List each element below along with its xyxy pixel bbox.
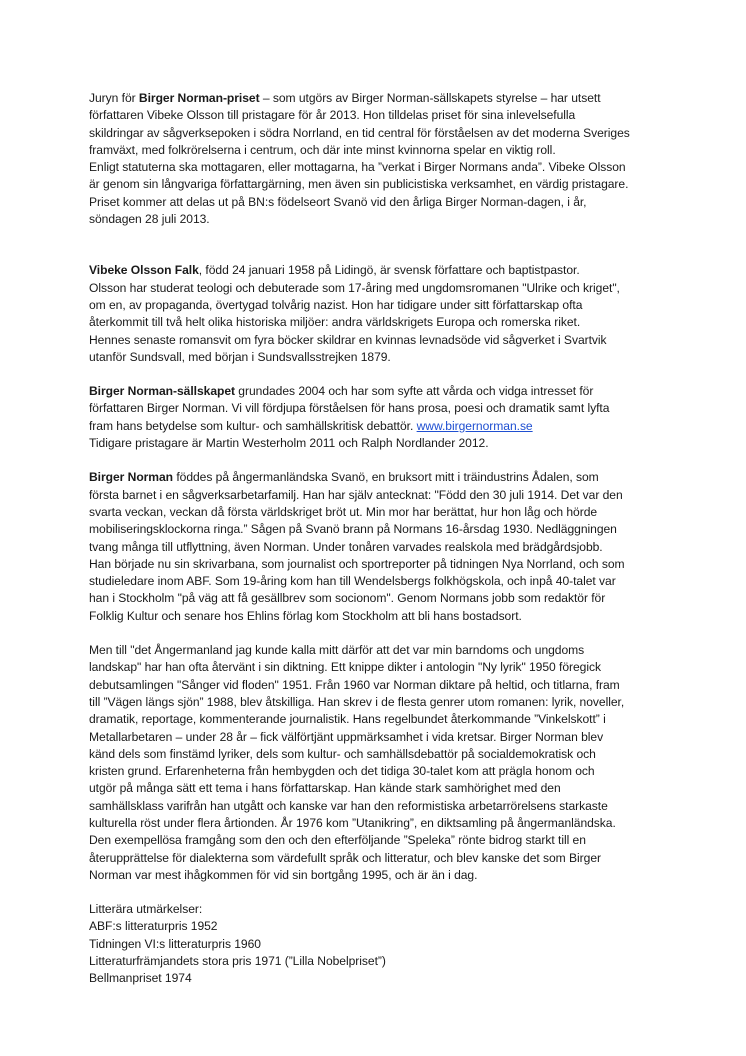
line-text: Olsson har studerat teologi och debuterade som 17-åring med ungdomsromanen "Ulrike och kriget", (89, 280, 620, 295)
awards-line (89, 970, 686, 987)
paragraph-prize-announcement (89, 90, 686, 228)
spacer (89, 884, 686, 901)
bold-name: Birger Norman-priset (138, 91, 260, 105)
line-text: återkommit till två helt olika historiska miljöer: andra världskrigets Europa och romerska riket. (89, 315, 581, 330)
norman-line (89, 590, 686, 607)
line-text: Tidningen VI:s litteraturpris 1960 (89, 936, 261, 951)
line-text: , född 24 januari 1958 på Lidingö, är svensk författare och baptistpastor. (198, 263, 580, 278)
prize-line (89, 90, 686, 107)
line-text: dramatik, reportage, kommenterande journalistik. Hans regelbundet återkommande ”Vinkelskott” i (89, 712, 606, 727)
olsson-line (89, 262, 686, 279)
line-text: är genom sin långvariga författargärning, men även sin publicistiska verksamhet, en värdig pristagare. (89, 177, 629, 192)
bold-name: Birger Norman (89, 470, 174, 485)
career-line (89, 763, 686, 780)
prize-line (89, 194, 686, 211)
paragraph-birger-norman-bio (89, 469, 686, 625)
prize-line (89, 125, 686, 142)
career-line (89, 780, 686, 797)
line-text: om en, av propaganda, övertygad tolvårig nazist. Hon har tidigare under sitt författarskap ofta (89, 297, 583, 312)
line-text: Norman var mest ihågkommen för vid sin bortgång 1995, och är än i dag. (89, 867, 478, 882)
career-line (89, 850, 686, 867)
line-text: till ”Vägen längs sjön” 1988, blev åtskilliga. Han skrev i de flesta genrer utom romanen: lyrik, noveller, (89, 694, 625, 709)
line-text: samhällsklass varifrån han utgått och kanske var han den reformistiska arbetarrörelsens starkaste (89, 798, 608, 813)
awards-line (89, 901, 686, 918)
career-line (89, 659, 686, 676)
society-line (89, 383, 686, 400)
career-line (89, 798, 686, 815)
line-text: föddes på ångermanländska Svanö, en bruksort mitt i träindustrins Ådalen, som (173, 470, 599, 485)
norman-line (89, 608, 686, 625)
paragraph-society (89, 383, 686, 452)
line-text: söndagen 28 juli 2013. (89, 212, 210, 227)
olsson-line (89, 280, 686, 297)
line-text: författaren Birger Norman. Vi vill fördjupa förståelsen för hans prosa, poesi och dramatik samt lyfta (89, 401, 610, 416)
line-text: Metallarbetaren – under 28 år – fick välförtjänt uppmärksamhet i vida kretsar. Birger Norman blev (89, 729, 604, 744)
career-line (89, 694, 686, 711)
line-text: första barnet i en sågverksarbetarfamilj. Han har själv antecknat: "Född den 30 juli 1914. Det var den (89, 487, 623, 502)
olsson-line (89, 332, 686, 349)
line-text: utgör på många sätt ett tema i hans författarskap. Han kände stark samhörighet med den (89, 781, 561, 796)
line-text: Bellmanpriset 1974 (89, 971, 192, 986)
career-line (89, 832, 686, 849)
line-text: Priset kommer att delas ut på BN:s födelseort Svanö vid den årliga Birger Norman-dagen, i år, (89, 194, 587, 209)
norman-line (89, 556, 686, 573)
awards-line (89, 936, 686, 953)
spacer (89, 366, 686, 383)
line-text: Juryn för (89, 91, 139, 105)
line-text: Tidigare pristagare är Martin Westerholm 2011 och Ralph Nordlander 2012. (89, 436, 489, 451)
norman-line (89, 487, 686, 504)
olsson-line (89, 297, 686, 314)
norman-line (89, 504, 686, 521)
line-text: kulturella röst under flera årtionden. År 1976 kom ”Utanikring”, en diktsamling på ångermanländska. (89, 815, 616, 830)
norman-line (89, 573, 686, 590)
line-text: debutsamlingen "Sånger vid floden" 1951. Från 1960 var Norman diktare på heltid, och titlarna, fram (89, 677, 620, 692)
line-text: svarta veckan, veckan då första världskriget bröt ut. Min mor har berättat, hur hon låg och hörde (89, 504, 598, 519)
spacer (89, 228, 686, 262)
norman-line (89, 539, 686, 556)
society-line (89, 435, 686, 452)
awards-line (89, 953, 686, 970)
career-line (89, 711, 686, 728)
line-text: Folklig Kultur och senare hos Ehlins förlag kom Stockholm att bli hans bostadsort. (89, 608, 522, 623)
line-text: han i Stockholm "på väg att få gesällbrev som socionom". Genom Normans jobb som redaktör för (89, 591, 606, 606)
spacer (89, 452, 686, 469)
career-line (89, 729, 686, 746)
line-text: Den exempellösa framgång som den och den efterföljande ”Speleka” rönte bidrog starkt till en (89, 833, 586, 848)
prize-line (89, 159, 686, 176)
line-text: känd dels som finstämd lyriker, dels som kultur- och samhällsdebattör på socialdemokratisk och (89, 746, 596, 761)
spacer (89, 625, 686, 642)
olsson-line (89, 314, 686, 331)
line-text: författaren Vibeke Olsson till pristagare för år 2013. Hon tilldelas priset för sina inlevelsefulla (89, 108, 576, 123)
society-line (89, 418, 686, 435)
olsson-line (89, 349, 686, 366)
line-text: – som utgörs av Birger Norman-sällskapets styrelse – har utsett (259, 91, 601, 105)
line-text: studieledare inom ABF. Som 19-åring kom han till Wendelsbergs folkhögskola, och inpå 40-talet var (89, 574, 616, 589)
line-text: Han började nu sin skrivarbana, som journalist och sportreporter på tidningen Nya Norrland, och som (89, 556, 625, 571)
prize-line (89, 211, 686, 228)
line-text: Men till "det Ångermanland jag kunde kalla mitt därför att det var min barndoms och ungdoms (89, 643, 585, 658)
line-text: Litteraturfrämjandets stora pris 1971 (”Lilla Nobelpriset”) (89, 954, 386, 969)
prize-line (89, 142, 686, 159)
line-text: framväxt, med folkrörelserna i centrum, och där inte minst kvinnorna spelar en viktig roll. (89, 142, 556, 157)
line-text: landskap" har han ofta återvänt i sin diktning. Ett knippe dikter i antologin "Ny lyrik" 1950 föregick (89, 660, 601, 675)
line-text: kristen grund. Erfarenheterna från hembygden och det tidiga 30-talet kom att prägla honom och (89, 764, 595, 779)
line-text: utanför Sundsvall, med början i Sundsvallsstrejken 1879. (89, 349, 391, 364)
line-text: mobiliseringsklockorna ringa.” Sågen på Svanö brann på Normans 16-årsdag 1930. Nedläggningen (89, 522, 617, 537)
bold-name: Birger Norman-sällskapet (89, 384, 235, 399)
career-line (89, 815, 686, 832)
line-text: Enligt statuterna ska mottagaren, eller mottagarna, ha ”verkat i Birger Normans anda”. Vibeke Olsson (89, 160, 626, 175)
society-line (89, 400, 686, 417)
career-line (89, 867, 686, 884)
paragraph-vibeke-olsson (89, 262, 686, 366)
line-text: tvang många till utflyttning, även Norman. Under tonåren varvades realskola med brädgårdsjobb. (89, 539, 603, 554)
career-line (89, 642, 686, 659)
line-text: återupprättelse för dialekterna som värdefullt språk och litteratur, och blev kanske det som Birger (89, 850, 601, 865)
norman-line (89, 469, 686, 486)
line-text: grundades 2004 och har som syfte att vårda och vidga intresset för (235, 384, 594, 399)
career-line (89, 746, 686, 763)
career-line (89, 677, 686, 694)
line-text: Litterära utmärkelser: (89, 902, 203, 917)
line-text: ABF:s litteraturpris 1952 (89, 919, 218, 934)
website-link[interactable]: www.birgernorman.se (416, 418, 533, 433)
paragraph-career (89, 642, 686, 884)
line-text: skildringar av sågverksepoken i södra Norrland, en tid central för förståelsen av det moderna Sveriges (89, 125, 630, 140)
line-text: fram hans betydelse som kultur- och samhällskritisk debattör. (89, 418, 417, 433)
prize-line (89, 107, 686, 124)
prize-line (89, 176, 686, 193)
norman-line (89, 521, 686, 538)
bold-name: Vibeke Olsson Falk (89, 263, 199, 278)
line-text: Hennes senaste romansvit om fyra böcker skildrar en kvinnas levnadsöde vid sågverket i Svartvik (89, 332, 607, 347)
awards-list (89, 901, 686, 987)
awards-line (89, 918, 686, 935)
